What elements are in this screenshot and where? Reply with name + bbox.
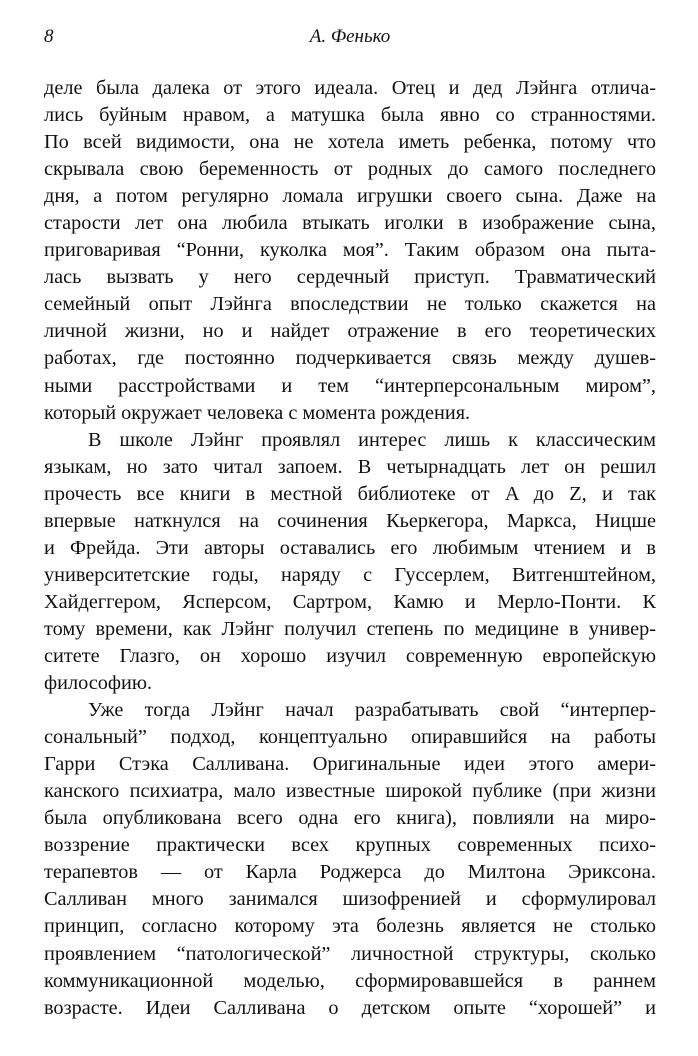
text-line: языкам, но зато читал запоем. В четырнадцать лет он решил [44,455,656,478]
text-line: впервые наткнулся на сочинения Кьеркегора, Маркса, Ницше [44,509,656,532]
text-line: семейный опыт Лэйнга впоследствии не только скажется на [44,293,656,316]
text-body [44,75,656,1022]
paragraph [44,427,656,697]
author-name: А. Фенько [309,26,391,47]
page-number: 8 [44,26,54,47]
paragraph [44,75,656,427]
text-line: Уже тогда Лэйнг начал разрабатывать свой “интерпер- [88,699,656,722]
text-line: деле была далека от этого идеала. Отец и дед Лэйнга отлича- [44,77,656,99]
text-line: лась вызвать у него сердечный приступ. Травматический [44,266,656,289]
text-line: В школе Лэйнг проявлял интерес лишь к классическим [88,428,656,451]
text-line: была опубликована всего одна его книга), повлияли на миро- [44,807,656,830]
running-head [44,26,656,50]
text-line: и Фрейда. Эти авторы оставались его любимым чтением и в [44,536,656,559]
text-line: философию. [44,672,153,695]
text-line: лись буйным нравом, а матушка была явно со странностями. [44,104,656,127]
text-line: терапевтов — от Карла Роджерса до Милтона Эриксона. [44,861,656,884]
text-line: По всей видимости, она не хотела иметь ребенка, потому что [44,131,656,154]
text-line: прочесть все книги в местной библиотеке от A до Z, и так [44,482,656,505]
text-line: возрасте. Идеи Салливана о детском опыте “хорошей” и [44,996,656,1019]
text-line: дня, а потом регулярно ломала игрушки своего сына. Даже на [44,185,656,208]
text-line: ситете Глазго, он хорошо изучил современную европейскую [44,644,656,667]
paragraph [44,697,656,1022]
text-line: сональный” подход, концептуально опиравшийся на работы [44,726,656,749]
text-line: ными расстройствами и тем “интерперсональным миром”, [44,374,656,397]
text-line: личной жизни, но и найдет отражение в его теоретических [44,320,656,343]
text-line: работах, где постоянно подчеркивается связь между душев- [44,347,656,370]
text-line: старости лет она любила втыкать иголки в изображение сына, [44,212,656,235]
text-line: тому времени, как Лэйнг получил степень по медицине в универ- [44,617,656,640]
text-line: скрывала свою беременность от родных до самого последнего [44,158,656,181]
text-line: Гарри Стэка Салливана. Оригинальные идеи этого амери- [44,753,656,776]
text-line: Хайдеггером, Ясперсом, Сартром, Камю и Мерло-Понти. К [44,590,656,613]
text-line: воззрение практически всех крупных современных психо- [44,834,656,857]
text-line: проявлением “патологической” личностной структуры, сколько [44,942,656,965]
text-line: коммуникационной моделью, сформировавшейся в раннем [44,969,656,992]
text-line: принцип, согласно которому эта болезнь является не столько [44,915,656,938]
text-line: приговаривая “Ронни, куколка моя”. Таким образом она пыта- [44,239,656,262]
text-line: канского психиатра, мало известные широкой публике (при жизни [44,780,656,803]
text-line: Салливан много занимался шизофренией и сформулировал [44,888,656,911]
text-line: университетские годы, наряду с Гуссерлем, Витгенштейном, [44,563,656,586]
text-line: который окружает человека с момента рождения. [44,401,471,424]
